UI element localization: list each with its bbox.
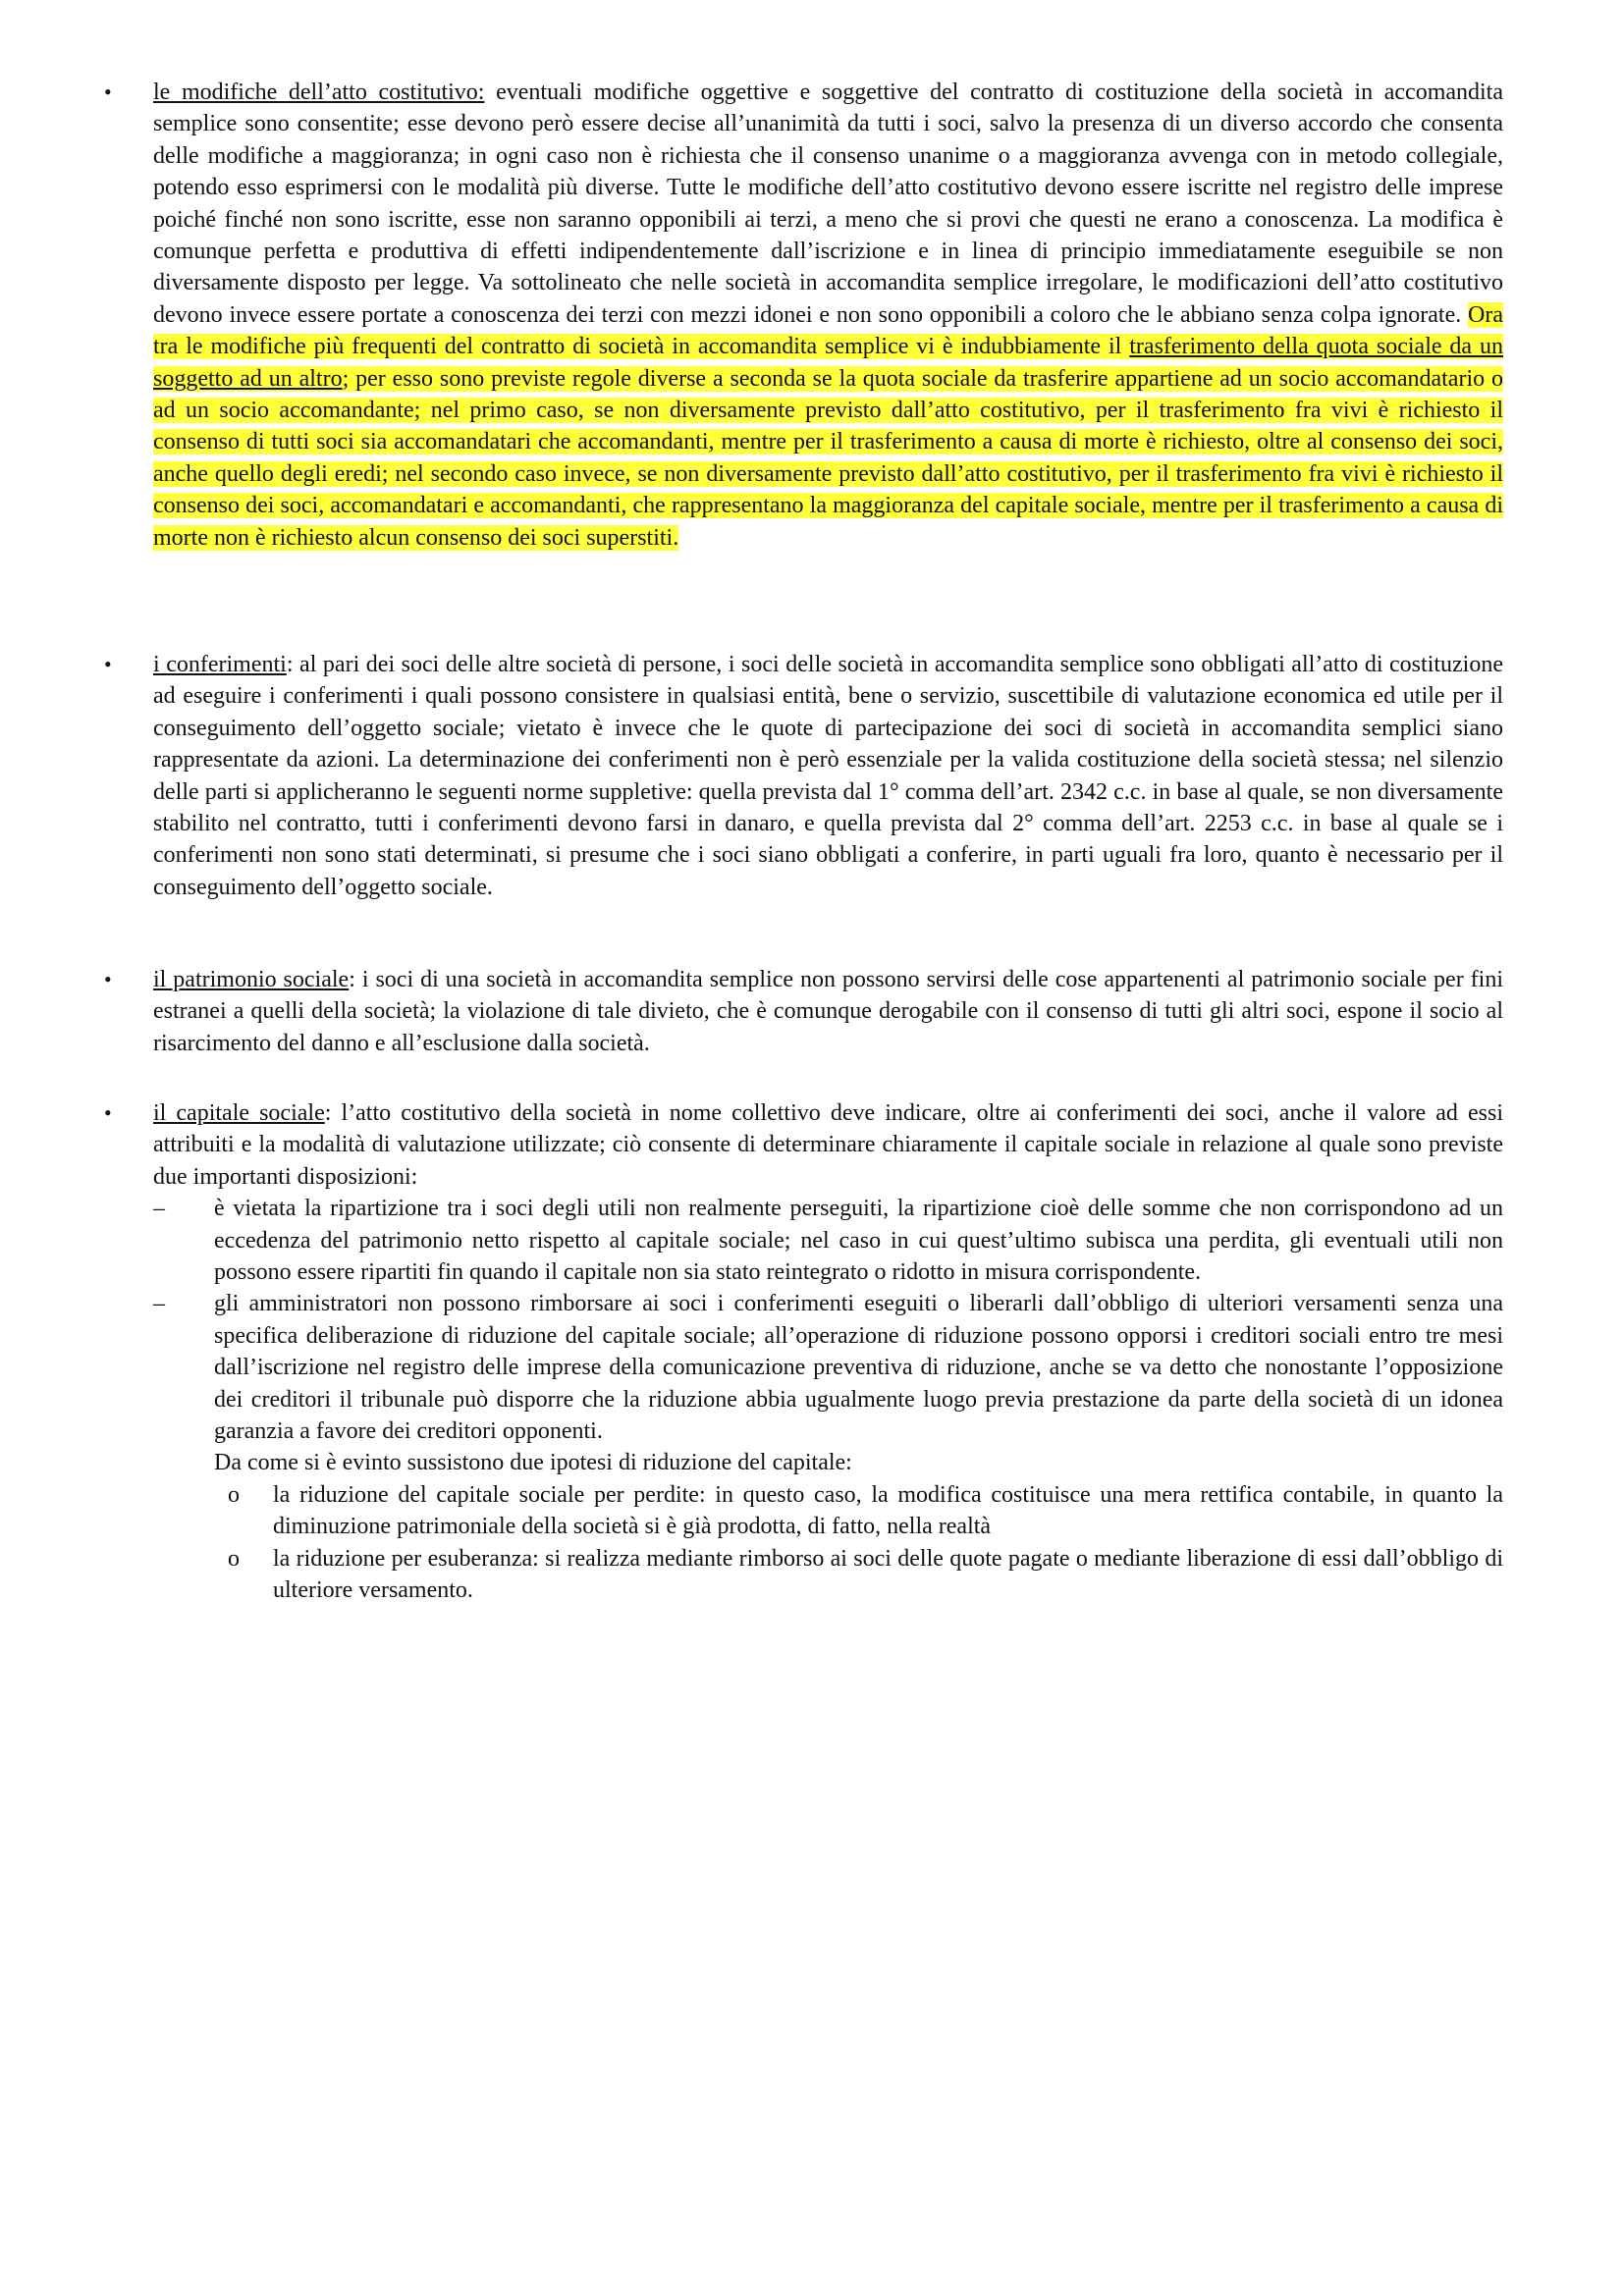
bullet-heading: i conferimenti	[153, 652, 287, 677]
highlighted-text-start: Ora tra le modifiche più frequenti del contratto di società in accomandita semplice vi è indubbiamente il	[153, 301, 1503, 360]
bullet-mark: •	[104, 967, 112, 991]
o-item-text: la riduzione per esuberanza: si realizza mediante rimborso ai soci delle quote pagate o mediante liberazione di essi dall’obbligo di ulteriore versamento.	[273, 1545, 1503, 1604]
bullet-body	[153, 1097, 1503, 1193]
o-mark: o	[228, 1481, 240, 1508]
bullet-capitale-sociale	[104, 1097, 1503, 1607]
dash-list-item	[153, 1193, 1503, 1288]
bullet-text: : l’atto costitutivo della società in nome collettivo deve indicare, oltre ai conferimenti dei soci, anche il valore ad essi attribuiti e la modalità di valutazione utilizzate; ciò consente di determinare chiaramente il capitale sociale in relazione al quale sono previste due importanti disposizioni:	[153, 1100, 1503, 1190]
bullet-patrimonio-sociale	[104, 964, 1503, 1059]
bullet-heading: il capitale sociale	[153, 1100, 325, 1126]
dash-mark: –	[153, 1291, 165, 1317]
bullet-mark: •	[104, 80, 112, 104]
dash-mark: –	[153, 1196, 165, 1222]
bullet-conferimenti	[104, 649, 1504, 903]
highlighted-text	[153, 302, 1503, 551]
bullet-mark: •	[104, 1100, 112, 1125]
highlighted-underlined-text: trasferimento della quota sociale da un soggetto ad un altro	[153, 334, 1503, 392]
dash-list-item	[153, 1288, 1503, 1447]
bullet-text: eventuali modifiche oggettive e soggettive del contratto di costituzione della società in accomandita semplice sono consentite; esse devono però essere decise all’unanimità da tutti i soci, salvo la presenza di un diverso accordo che consenta delle modifiche a maggioranza; in ogni caso non è richiesta che il consenso unanime o a maggioranza avvenga con in metodo collegiale, potendo esso esprimersi con le modalità più diverse. Tutte le modifiche dell’atto costitutivo devono essere iscritte nel registro delle imprese poiché finché non sono iscritte, esse non saranno opponibili ai terzi, a meno che si provi che questi ne erano a conoscenza. La modifica è comunque perfetta e produttiva di effetti indipendentemente dall’iscrizione e in linea di principio immediatamente eseguibile se non diversamente disposto per legge. Va sottolineato che nelle società in accomandita semplice irregolare, le modificazioni dell’atto costitutivo devono invece essere portate a conoscenza dei terzi con mezzi idonei e non sono opponibili a coloro che le abbiano senza colpa ignorate.	[153, 80, 1503, 328]
bullet-heading: il patrimonio sociale	[153, 967, 350, 992]
bullet-mark: •	[104, 652, 112, 676]
highlighted-text-end: ; per esso sono previste regole diverse a seconda se la quota sociale da trasferire appartiene ad un socio accomandatario o ad un socio accomandante; nel primo caso, se non diversamente previsto dall’atto costitutivo, per il trasferimento fra vivi è richiesto il consenso di tutti soci sia accomandatari che accomandanti, mentre per il trasferimento a causa di morte è richiesto, oltre al consenso dei soci, anche quello degli eredi; nel secondo caso invece, se non diversamente previsto dall’atto costitutivo, per il trasferimento fra vivi è richiesto il consenso dei soci, accomandatari e accomandanti, che rappresentano la maggioranza del capitale sociale, mentre per il trasferimento a causa di morte non è richiesto alcun consenso dei soci superstiti.	[153, 365, 1503, 551]
o-mark: o	[228, 1545, 240, 1572]
o-list-item	[228, 1479, 1503, 1543]
bullet-atto-costitutivo	[104, 77, 1503, 554]
followup-text: Da come si è evinto sussistono due ipotesi di riduzione del capitale:	[214, 1450, 852, 1476]
dash-item-text: gli amministratori non possono rimborsare ai soci i conferimenti eseguiti o liberarli dall’obbligo di ulteriori versamenti senza una specifica deliberazione di riduzione del capitale sociale; all’operazione di riduzione possono opporsi i creditori sociali entro tre mesi dall’iscrizione nel registro delle imprese della comunicazione preventiva di riduzione, anche se va detto che nonostante l’opposizione dei creditori il tribunale può disporre che la riduzione abbia ugualmente luogo previa prestazione da parte della società di un idonea garanzia a favore dei creditori opponenti.	[214, 1291, 1503, 1445]
o-list-item	[228, 1543, 1503, 1607]
o-item-text: la riduzione del capitale sociale per perdite: in questo caso, la modifica costituisce una mera rettifica contabile, in quanto la diminuzione patrimoniale della società si è già prodotta, di fatto, nella realtà	[273, 1481, 1503, 1540]
bullet-text: : al pari dei soci delle altre società di persone, i soci delle società in accomandita semplice sono obbligati all’atto di costituzione ad eseguire i conferimenti i quali possono consistere in qualsiasi entità, bene o servizio, suscettibile di valutazione economica ed utile per il conseguimento dell’oggetto sociale; vietato è invece che le quote di partecipazione dei soci di società in accomandita semplici siano rappresentate da azioni. La determinazione dei conferimenti non è però essenziale per la valida costituzione della società stessa; nel silenzio delle parti si applicheranno le seguenti norme suppletive: quella prevista dal 1° comma dell’art. 2342 c.c. in base al quale, se non diversamente stabilito nel contratto, tutti i conferimenti devono farsi in danaro, e quella prevista dal 2° comma dell’art. 2253 c.c. in base al quale se i conferimenti non sono stati determinati, si presume che i soci siano obbligati a conferire, in parti uguali fra loro, quanto è necessario per il conseguimento dell’oggetto sociale.	[153, 652, 1504, 900]
bullet-heading: le modifiche dell’atto costitutivo:	[153, 80, 485, 105]
dash-item-text: è vietata la ripartizione tra i soci degli utili non realmente perseguiti, la ripartizione cioè delle somme che non corrispondono ad un eccedenza del patrimonio netto rispetto al capitale sociale; nel caso in cui quest’ultimo subisca una perdita, gli eventuali utili non possono essere ripartiti fin quando il capitale non sia stato reintegrato o ridotto in misura corrispondente.	[214, 1196, 1503, 1286]
bullet-text: : i soci di una società in accomandita semplice non possono servirsi delle cose appartenenti al patrimonio sociale per fini estranei a quelli della società; la violazione di tale divieto, che è comunque derogabile con il consenso di tutti gli altri soci, espone il socio al risarcimento del danno e all’esclusione dalla società.	[153, 967, 1503, 1056]
